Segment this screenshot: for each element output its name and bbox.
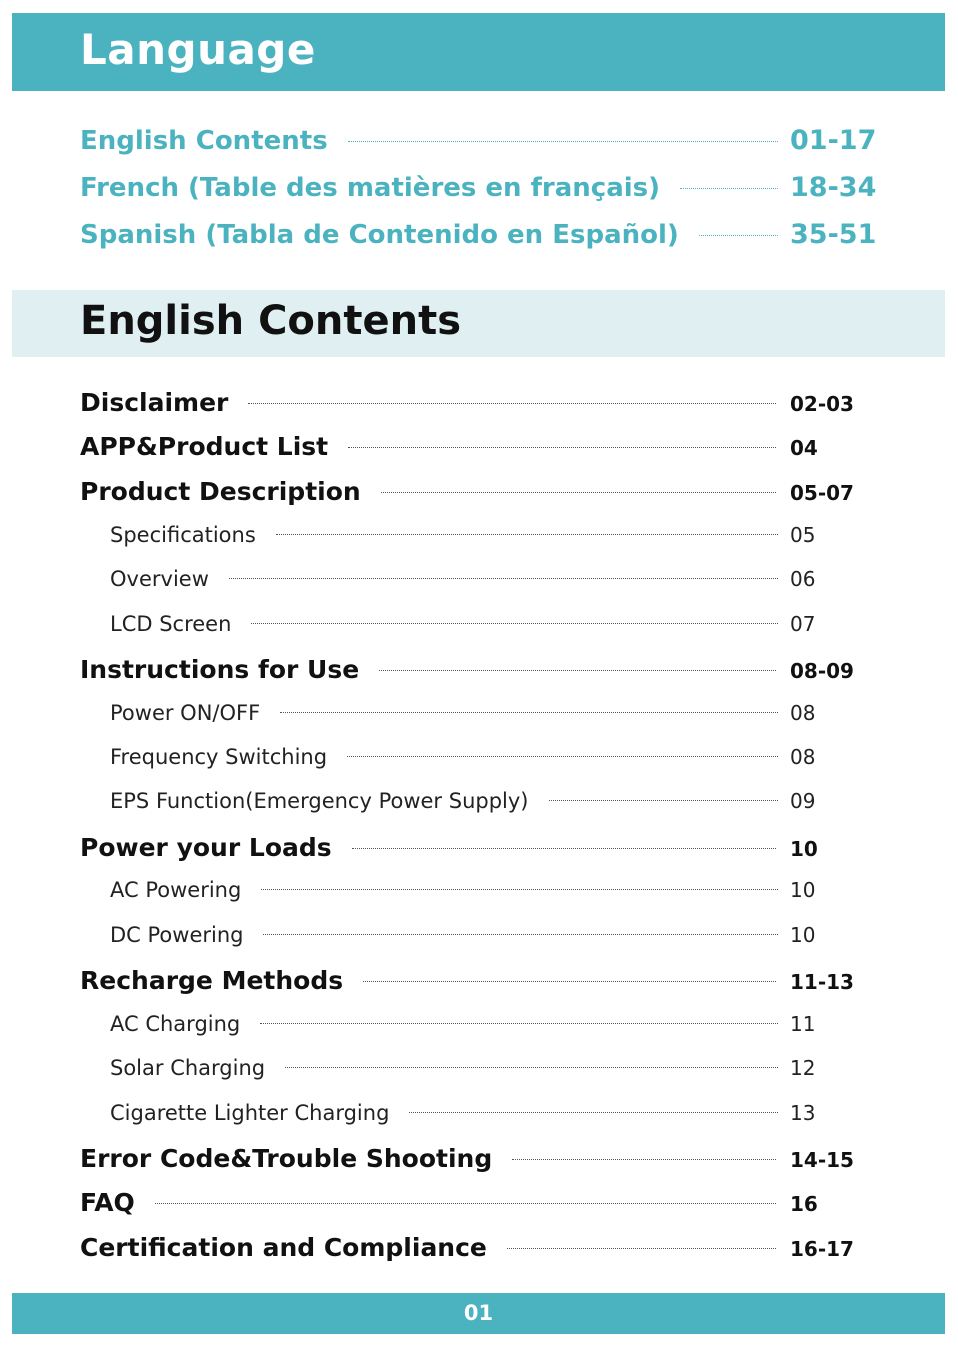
toc-row-ac-powering[interactable] [110, 878, 870, 902]
toc-label: Spanish (Tabla de Contenido en Español) [80, 220, 679, 250]
toc-pages: 08 [790, 745, 816, 769]
toc-row-disclaimer[interactable] [80, 388, 870, 417]
language-row-french[interactable] [80, 172, 877, 203]
language-row-spanish[interactable] [80, 219, 877, 250]
toc-label: AC Charging [110, 1012, 241, 1036]
toc-pages: 01-17 [790, 125, 877, 156]
toc-label: Specifications [110, 523, 256, 547]
toc-row-eps-function[interactable] [110, 789, 870, 813]
toc-label: English Contents [80, 126, 328, 156]
toc-label: Frequency Switching [110, 745, 328, 769]
language-title: Language [80, 25, 316, 74]
dot-leader [699, 235, 778, 236]
dot-leader [352, 848, 776, 849]
toc-label: AC Powering [110, 878, 242, 902]
dot-leader [285, 1067, 778, 1068]
toc-pages: 16 [790, 1192, 818, 1216]
english-contents-title: English Contents [80, 298, 462, 344]
toc-pages: 16-17 [790, 1237, 854, 1261]
toc-label: Power your Loads [80, 833, 332, 862]
dot-leader [507, 1248, 776, 1249]
toc-row-power-your-loads[interactable] [80, 833, 870, 862]
toc-label: Certification and Compliance [80, 1233, 487, 1262]
page-footer [12, 1293, 945, 1334]
toc-row-ac-charging[interactable] [110, 1012, 870, 1036]
toc-label: Cigarette Lighter Charging [110, 1101, 390, 1125]
toc-row-specifications[interactable] [110, 523, 870, 547]
dot-leader [348, 141, 778, 142]
toc-row-solar-charging[interactable] [110, 1056, 870, 1080]
toc-row-instructions-for-use[interactable] [80, 655, 870, 684]
dot-leader [381, 492, 776, 493]
toc-pages: 08 [790, 701, 816, 725]
toc-label: Product Description [80, 477, 361, 506]
toc-pages: 12 [790, 1056, 816, 1080]
toc-row-cigarette-lighter-charging[interactable] [110, 1101, 870, 1125]
dot-leader [512, 1159, 776, 1160]
language-row-english[interactable] [80, 125, 877, 156]
toc-label: DC Powering [110, 923, 244, 947]
toc-pages: 35-51 [790, 219, 877, 250]
toc-pages: 04 [790, 436, 818, 460]
dot-leader [251, 623, 778, 624]
dot-leader [409, 1112, 778, 1113]
dot-leader [229, 578, 778, 579]
toc-pages: 13 [790, 1101, 816, 1125]
dot-leader [379, 670, 776, 671]
toc-pages: 10 [790, 878, 816, 902]
toc-label: Overview [110, 567, 209, 591]
dot-leader [261, 889, 778, 890]
toc-pages: 10 [790, 837, 818, 861]
toc-label: EPS Function(Emergency Power Supply) [110, 789, 529, 813]
toc-label: French (Table des matières en français) [80, 173, 661, 203]
toc-pages: 11-13 [790, 970, 854, 994]
english-contents-header [12, 290, 945, 357]
dot-leader [260, 1023, 778, 1024]
dot-leader [276, 534, 778, 535]
toc-row-faq[interactable] [80, 1188, 870, 1217]
toc-row-product-description[interactable] [80, 477, 870, 506]
toc-row-app-product-list[interactable] [80, 432, 870, 461]
toc-pages: 08-09 [790, 659, 854, 683]
toc-label: LCD Screen [110, 612, 232, 636]
toc-row-certification-and-compliance[interactable] [80, 1233, 870, 1262]
toc-row-recharge-methods[interactable] [80, 966, 870, 995]
toc-pages: 02-03 [790, 392, 854, 416]
toc-label: Instructions for Use [80, 655, 360, 684]
toc-label: Power ON/OFF [110, 701, 261, 725]
dot-leader [348, 447, 776, 448]
dot-leader [263, 934, 778, 935]
toc-label: FAQ [80, 1188, 135, 1217]
language-header [12, 13, 945, 91]
dot-leader [248, 403, 776, 404]
toc-pages: 18-34 [790, 172, 877, 203]
toc-label: Error Code&Trouble Shooting [80, 1144, 493, 1173]
toc-row-error-code-trouble-shooting[interactable] [80, 1144, 870, 1173]
toc-label: Solar Charging [110, 1056, 266, 1080]
page-number: 01 [463, 1301, 494, 1325]
toc-pages: 11 [790, 1012, 816, 1036]
toc-pages: 10 [790, 923, 816, 947]
dot-leader [280, 712, 778, 713]
toc-row-overview[interactable] [110, 567, 870, 591]
toc-pages: 09 [790, 789, 816, 813]
toc-pages: 05 [790, 523, 816, 547]
toc-label: APP&Product List [80, 432, 329, 461]
toc-row-power-on-off[interactable] [110, 701, 870, 725]
toc-pages: 07 [790, 612, 816, 636]
toc-row-dc-powering[interactable] [110, 923, 870, 947]
dot-leader [680, 188, 778, 189]
toc-label: Disclaimer [80, 388, 229, 417]
toc-pages: 14-15 [790, 1148, 854, 1172]
toc-label: Recharge Methods [80, 966, 344, 995]
toc-pages: 05-07 [790, 481, 854, 505]
dot-leader [347, 756, 778, 757]
toc-row-lcd-screen[interactable] [110, 612, 870, 636]
dot-leader [549, 800, 779, 801]
dot-leader [363, 981, 776, 982]
dot-leader [155, 1203, 776, 1204]
toc-row-frequency-switching[interactable] [110, 745, 870, 769]
toc-pages: 06 [790, 567, 816, 591]
